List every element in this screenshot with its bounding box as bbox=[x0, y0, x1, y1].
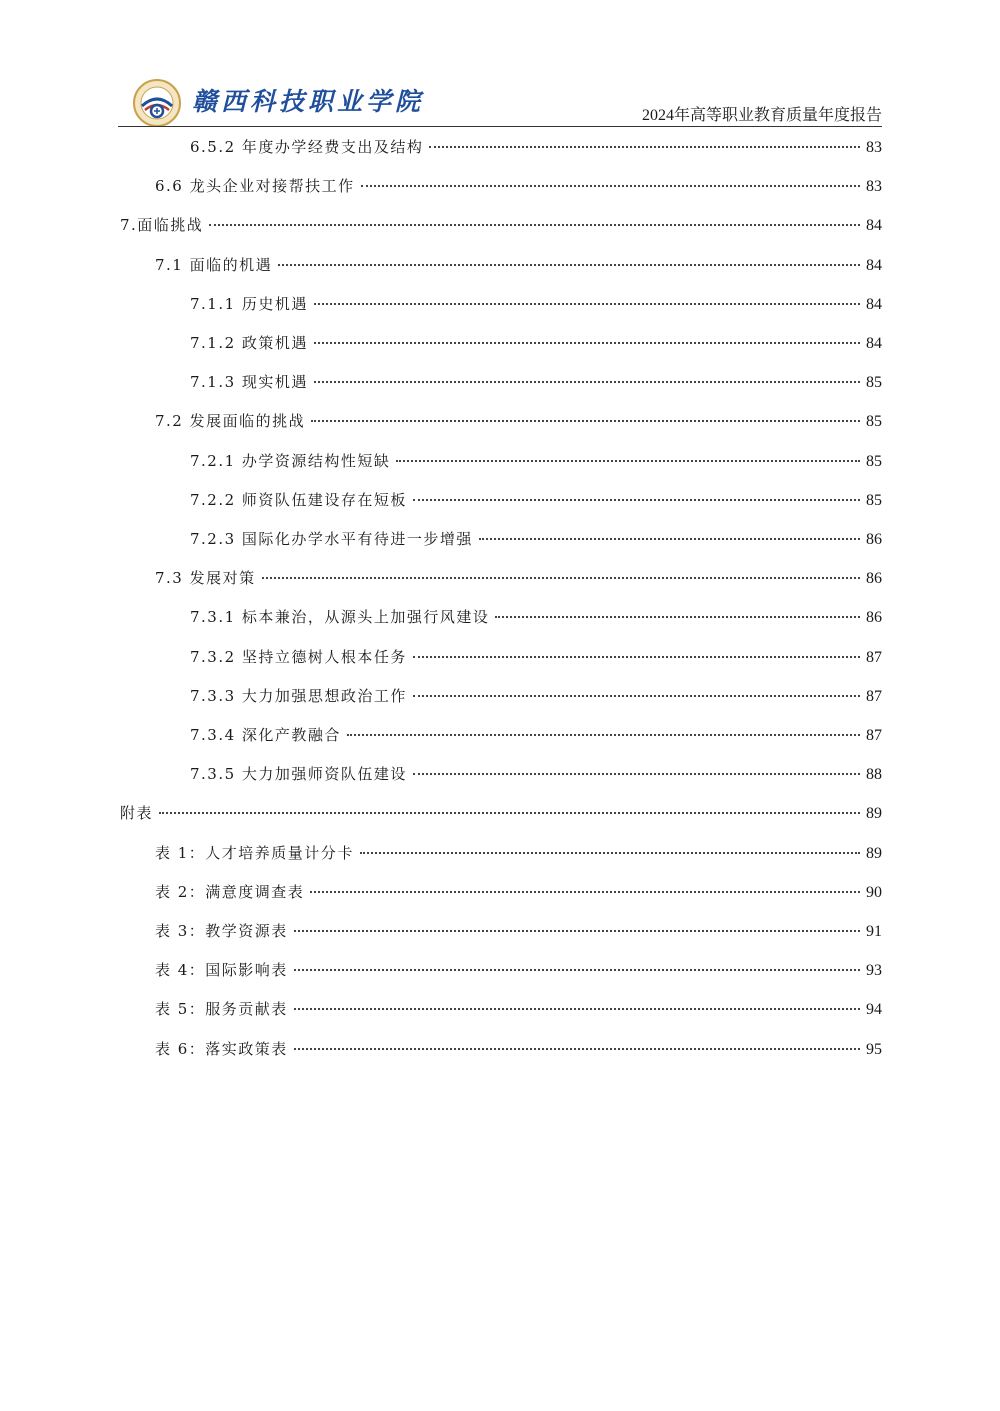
toc-entry[interactable] bbox=[190, 451, 882, 472]
toc-dot-leader bbox=[314, 381, 860, 383]
toc-entry[interactable] bbox=[190, 529, 882, 550]
toc-entry-label: 7.1 面临的机遇 bbox=[155, 255, 273, 274]
toc-entry[interactable] bbox=[155, 255, 882, 276]
toc-entry[interactable] bbox=[155, 882, 882, 903]
toc-page-number: 84 bbox=[866, 217, 882, 235]
toc-entry-label: 6.5.2 年度办学经费支出及结构 bbox=[190, 138, 424, 156]
toc-dot-leader bbox=[314, 303, 860, 305]
toc-page-number: 85 bbox=[866, 374, 882, 392]
toc-entry-label: 7.3.5 大力加强师资队伍建设 bbox=[190, 765, 407, 784]
toc-entry[interactable] bbox=[190, 764, 882, 785]
toc-page-number: 84 bbox=[866, 295, 882, 313]
toc-page-number: 86 bbox=[866, 570, 882, 588]
toc-entry[interactable] bbox=[190, 490, 882, 511]
school-name: 赣西科技职业学院 bbox=[192, 87, 425, 116]
toc-dot-leader bbox=[278, 264, 860, 266]
toc-entry[interactable] bbox=[155, 568, 882, 589]
toc-page-number: 84 bbox=[866, 256, 882, 274]
toc-entry-label: 7.3.4 深化产教融合 bbox=[190, 726, 341, 744]
toc-entry[interactable] bbox=[190, 607, 882, 628]
toc-page-number: 85 bbox=[866, 413, 882, 431]
toc-dot-leader bbox=[396, 460, 860, 462]
toc-page-number: 86 bbox=[866, 609, 882, 627]
toc-entry[interactable] bbox=[155, 176, 882, 197]
toc-page-number: 84 bbox=[866, 335, 882, 352]
toc-entry-label: 表 3：教学资源表 bbox=[155, 922, 288, 940]
toc-entry[interactable] bbox=[190, 372, 882, 393]
toc-entry-label: 7.3.2 坚持立德树人根本任务 bbox=[190, 647, 407, 666]
toc-entry-label: 7.2.2 师资队伍建设存在短板 bbox=[190, 490, 407, 509]
toc-entry[interactable] bbox=[120, 215, 882, 236]
toc-page-number: 83 bbox=[866, 178, 882, 196]
toc-dot-leader bbox=[479, 538, 860, 540]
toc-entry-label: 7.面临挑战 bbox=[120, 216, 204, 235]
toc-entry-label: 表 2：满意度调查表 bbox=[155, 882, 305, 901]
toc-page-number: 89 bbox=[866, 844, 882, 862]
toc-page-number: 95 bbox=[866, 1040, 882, 1058]
toc-page-number: 86 bbox=[866, 531, 882, 548]
toc-dot-leader bbox=[429, 146, 860, 148]
toc-dot-leader bbox=[413, 773, 860, 775]
toc-dot-leader bbox=[413, 695, 860, 697]
toc-entry-label: 7.2.3 国际化办学水平有待进一步增强 bbox=[190, 530, 473, 548]
toc-page-number: 87 bbox=[866, 648, 882, 666]
toc-entry-label: 附表 bbox=[120, 804, 154, 823]
toc-entry[interactable] bbox=[190, 333, 882, 354]
toc-entry[interactable] bbox=[155, 921, 882, 942]
toc-page-number: 83 bbox=[866, 139, 882, 156]
toc-entry-label: 7.3.3 大力加强思想政治工作 bbox=[190, 686, 407, 705]
toc-dot-leader bbox=[360, 852, 860, 854]
toc-page-number: 91 bbox=[866, 923, 882, 940]
toc-dot-leader bbox=[209, 224, 860, 226]
toc-entry-label: 7.3 发展对策 bbox=[155, 569, 256, 588]
toc-page-number: 85 bbox=[866, 491, 882, 509]
toc-dot-leader bbox=[413, 499, 860, 501]
toc-dot-leader bbox=[347, 734, 860, 736]
toc-entry[interactable] bbox=[155, 1039, 882, 1060]
toc-entry[interactable] bbox=[190, 137, 882, 158]
toc-page-number: 89 bbox=[866, 805, 882, 823]
toc-dot-leader bbox=[262, 577, 860, 579]
toc-dot-leader bbox=[311, 420, 860, 422]
toc-dot-leader bbox=[294, 969, 860, 971]
toc-dot-leader bbox=[495, 616, 860, 618]
toc-entry[interactable] bbox=[190, 647, 882, 668]
header-divider bbox=[118, 126, 882, 127]
toc-entry-label: 7.1.2 政策机遇 bbox=[190, 334, 308, 352]
toc-page-number: 94 bbox=[866, 1001, 882, 1019]
toc-page-number: 88 bbox=[866, 766, 882, 784]
toc-entry[interactable] bbox=[190, 725, 882, 746]
toc-dot-leader bbox=[294, 930, 860, 932]
toc-dot-leader bbox=[310, 891, 860, 893]
toc-entry-label: 6.6 龙头企业对接帮扶工作 bbox=[155, 177, 355, 196]
toc-entry-label: 表 1：人才培养质量计分卡 bbox=[155, 843, 354, 862]
toc-entry[interactable] bbox=[155, 411, 882, 432]
toc-entry-label: 表 6：落实政策表 bbox=[155, 1039, 288, 1058]
toc-dot-leader bbox=[294, 1008, 860, 1010]
school-logo-icon bbox=[132, 78, 182, 128]
toc-dot-leader bbox=[314, 342, 860, 344]
toc-page-number: 93 bbox=[866, 962, 882, 980]
toc-entry[interactable] bbox=[155, 960, 882, 981]
toc-dot-leader bbox=[159, 812, 860, 814]
toc-entry-label: 7.1.3 现实机遇 bbox=[190, 373, 308, 392]
toc-entry[interactable] bbox=[190, 294, 882, 315]
toc-page-number: 87 bbox=[866, 727, 882, 744]
toc-page-number: 90 bbox=[866, 883, 882, 901]
toc-dot-leader bbox=[413, 656, 860, 658]
toc-entry-label: 7.2.1 办学资源结构性短缺 bbox=[190, 451, 391, 470]
toc-entry-label: 7.3.1 标本兼治，从源头上加强行风建设 bbox=[190, 608, 490, 627]
page-header bbox=[120, 74, 882, 128]
toc-entry-label: 表 5：服务贡献表 bbox=[155, 1000, 288, 1019]
toc-entry-label: 7.2 发展面临的挑战 bbox=[155, 412, 306, 431]
toc-entry[interactable] bbox=[155, 999, 882, 1020]
toc-dot-leader bbox=[361, 185, 860, 187]
toc-page-number: 87 bbox=[866, 687, 882, 705]
toc-page-number: 85 bbox=[866, 452, 882, 470]
toc-entry[interactable] bbox=[120, 803, 882, 824]
report-title: 2024年高等职业教育质量年度报告 bbox=[641, 107, 882, 124]
toc-entry-label: 7.1.1 历史机遇 bbox=[190, 294, 308, 313]
toc-entry[interactable] bbox=[155, 843, 882, 864]
toc-entry-label: 表 4：国际影响表 bbox=[155, 961, 288, 980]
toc-entry[interactable] bbox=[190, 686, 882, 707]
toc-dot-leader bbox=[294, 1048, 860, 1050]
